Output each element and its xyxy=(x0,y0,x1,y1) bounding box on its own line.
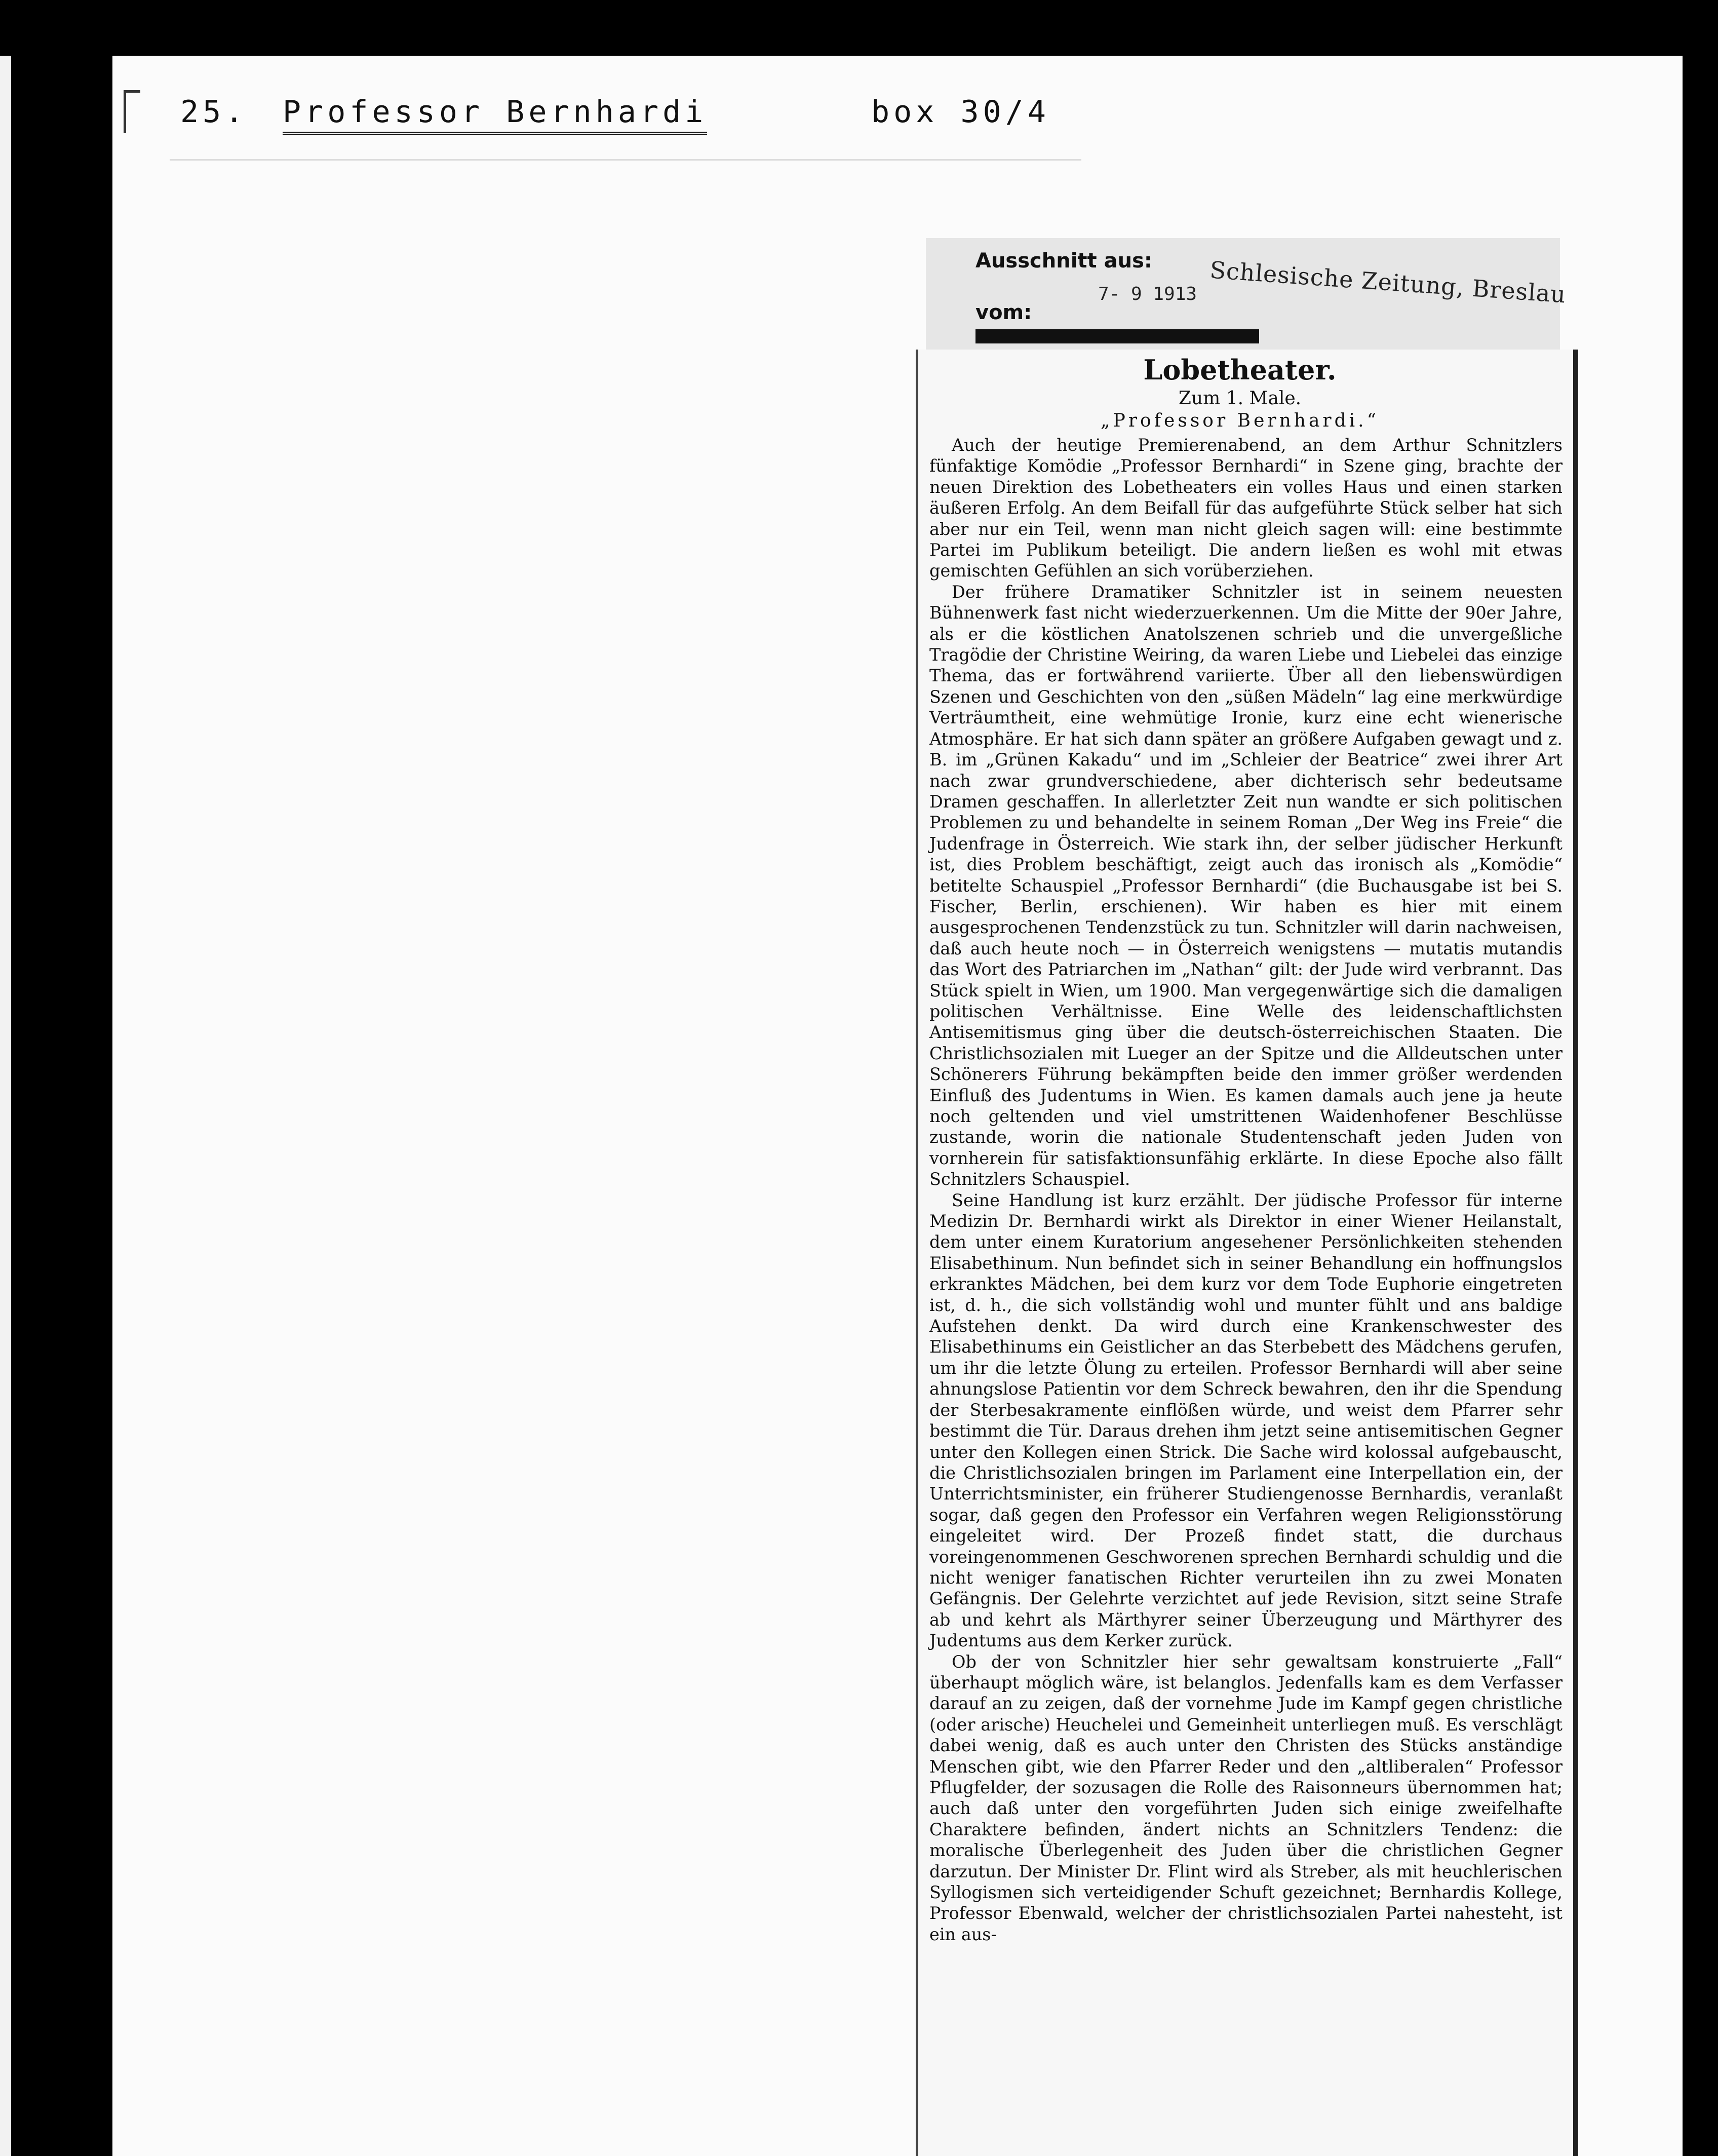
article-subtitle: Zum 1. Male. xyxy=(1178,388,1302,409)
article-body xyxy=(929,435,1563,1945)
box-number: box 30/4 xyxy=(871,94,1050,130)
clipping-shadow-edge xyxy=(1573,350,1578,2156)
corner-mark xyxy=(124,90,140,133)
vom-redaction-bar xyxy=(975,329,1259,343)
date-stamp: 7- 9 1913 xyxy=(1098,284,1197,304)
source-stamp: Schlesische Zeitung, Breslau xyxy=(1208,256,1567,309)
vom-label: vom: xyxy=(975,301,1032,324)
article-paragraph: Ob der von Schnitzler hier sehr gewaltsam konstruierte „Fall“ überhaupt möglich wäre, ist belanglos. Jedenfalls kam es dem Verfasser darauf an zu zeigen, daß der vornehme Jude im Kampf gegen christliche (oder arische) Heuchelei und Gemeinheit unterliegen muß. Es verschlägt dabei wenig, daß es auch unter den Christen des Stücks anständige Menschen gibt, wie den Pfarrer Reder und den „altliberalen“ Professor Pflugfelder, der sozusagen die Rolle des Raisonneurs übernommen hat; auch daß unter den vorgeführten Juden sich einige zweifelhafte Charaktere befinden, ändert nichts an Schnitzlers Tendenz: die moralische Überlegenheit des Juden über die christlichen Gegner darzutun. Der Minister Dr. Flint wird als Streber, als mit heuchlerischen Syllogismen sich verteidigender Schuft gezeichnet; Bernhardis Kollege, Professor Ebenwald, welcher der christlichsozialen Partei nahesteht, ist ein aus- xyxy=(929,1651,1563,1944)
article-paragraph: Seine Handlung ist kurz erzählt. Der jüdische Professor für interne Medizin Dr. Bernhardi wirkt als Direktor in einer Wiener Heilanstalt, dem unter einem Kuratorium angesehener Persönlichkeiten stehenden Elisabethinum. Nun befindet sich in seiner Behandlung ein hoffnungslos erkranktes Mädchen, bei dem kurz vor dem Tode Euphorie eingetreten ist, d. h., die sich vollständig wohl und munter fühlt und ans baldige Aufstehen denkt. Da wird durch eine Krankenschwester des Elisabethinums ein Geistlicher an das Sterbebett des Mädchens gerufen, um ihr die letzte Ölung zu erteilen. Professor Bernhardi will aber seine ahnungslose Patientin vor dem Schreck bewahren, den ihr die Spendung der Sterbesakramente einflößen würde, und weist dem Pfarrer sehr bestimmt die Tür. Daraus drehen ihm jetzt seine antisemitischen Gegner unter den Kollegen einen Strick. Die Sache wird kolossal aufgebauscht, die Christlichsozialen bringen im Parlament eine Interpellation ein, der Unterrichtsminister, ein früherer Studiengenosse Bernhardis, veranlaßt sogar, daß gegen den Professor ein Verfahren wegen Religionsstörung eingeleitet wird. Der Prozeß findet statt, die durchaus voreingenommenen Geschworenen sprechen Bernhardi schuldig und die nicht weniger fanatischen Richter verurteilen ihn zu zwei Monaten Gefängnis. Der Gelehrte verzichtet auf jede Revision, sitzt seine Strafe ab und kehrt als Märthyrer seiner Überzeugung und Märthyrer des Judentums aus dem Kerker zurück. xyxy=(929,1190,1563,1651)
folder-title: Professor Bernhardi xyxy=(283,94,707,135)
folder-number: 25. xyxy=(180,94,248,130)
article-play-title: „Professor Bernhardi.“ xyxy=(1100,410,1380,431)
clipping-slip-header xyxy=(926,238,1567,364)
article-paragraph: Auch der heutige Premierenabend, an dem Arthur Schnitzlers fünfaktige Komödie „Professor Bernhardi“ in Szene ging, brachte der neuen Direktion des Lobetheaters ein volles Haus und einen starken äußeren Erfolg. An dem Beifall für das aufgeführte Stück selber hat sich aber nur ein Teil, wenn man nicht gleich sagen will: eine bestimmte Partei im Publikum beteiligt. Die andern ließen es wohl mit etwas gemischten Gefühlen an sich vorüberziehen. xyxy=(929,435,1563,581)
header-rule xyxy=(170,159,1081,161)
newspaper-clipping xyxy=(916,350,1572,2156)
adjacent-page-edge xyxy=(0,56,11,2156)
article-paragraph: Der frühere Dramatiker Schnitzler ist in seinem neuesten Bühnenwerk fast nicht wiederzuerkennen. Um die Mitte der 90er Jahre, als er die köstlichen Anatolszenen schrieb und die unvergeßliche Tragödie der Christine Weiring, da waren Liebe und Liebelei das einzige Thema, das er fortwährend variierte. Über all den liebenswürdigen Szenen und Geschichten von den „süßen Mädeln“ lag eine merkwürdige Verträumtheit, eine wehmütige Ironie, kurz eine echt wienerische Atmosphäre. Er hat sich dann später an größere Aufgaben gewagt und z. B. im „Grünen Kakadu“ und im „Schleier der Beatrice“ zwei ihrer Art nach zwar grundverschiedene, aber dichterisch sehr bedeutsame Dramen geschaffen. In allerletzter Zeit nun wandte er sich politischen Problemen zu und behandelte in seinem Roman „Der Weg ins Freie“ die Judenfrage in Österreich. Wie stark ihn, der selber jüdischer Herkunft ist, dies Problem beschäftigt, zeigt auch das ironisch als „Komödie“ betitelte Schauspiel „Professor Bernhardi“ (die Buchausgabe ist bei S. Fischer, Berlin, erschienen). Wir haben es hier mit einem ausgesprochenen Tendenzstück zu tun. Schnitzler will darin nachweisen, daß auch heute noch — in Österreich wenigstens — mutatis mutandis das Wort des Patriarchen im „Nathan“ gilt: der Jude wird verbrannt. Das Stück spielt in Wien, um 1900. Man vergegenwärtige sich die damaligen politischen Verhältnisse. Eine Welle des leidenschaftlichsten Antisemitismus ging über die deutsch-österreichischen Staaten. Die Christlichsozialen mit Lueger an der Spitze und die Alldeutschen unter Schönerers Führung bekämpften beide den immer größer werdenden Einfluß des Judentums in Wien. Es kamen damals auch jene ja heute noch geltenden und viel umstrittenen Waidenhofener Beschlüsse zustande, worin die nationale Studentenschaft jeden Juden von vornherein für satisfaktionsunfähig erklärte. In diese Epoche also fällt Schnitzlers Schauspiel. xyxy=(929,582,1563,1189)
ausschnitt-label: Ausschnitt aus: xyxy=(975,249,1152,273)
article-title: Lobetheater. xyxy=(1143,354,1337,386)
